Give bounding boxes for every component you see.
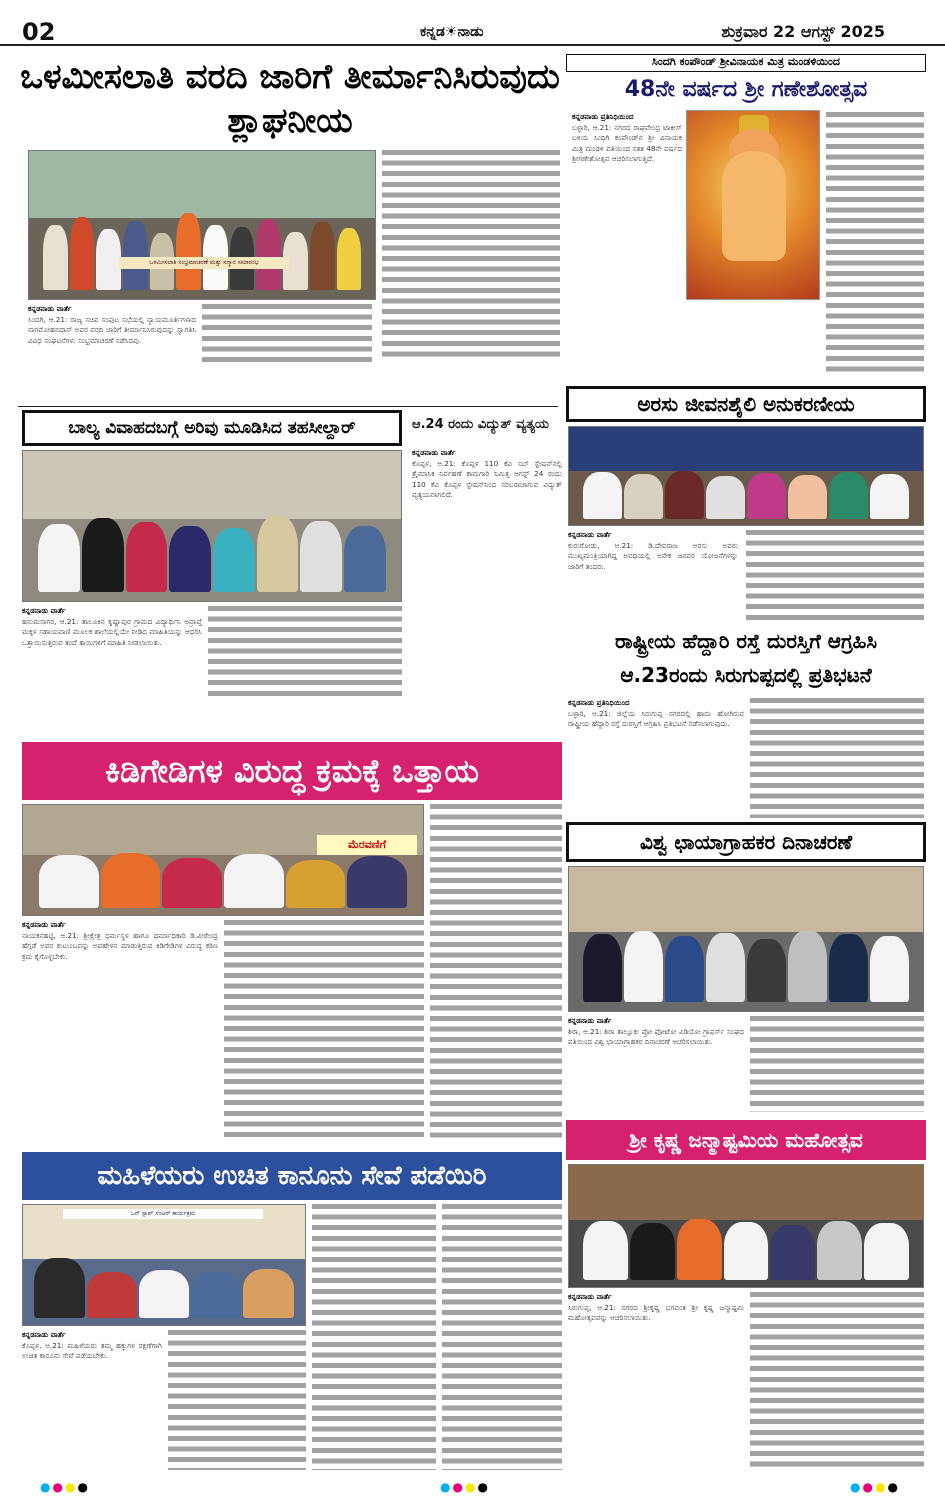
ganesha-text-col-3 xyxy=(826,112,924,372)
main-banner: ಒಳಮೀಸಲಾತಿ ಸಂಭ್ರಮಾಚರಣೆ ಮತ್ತು ಸನ್ಮಾನ ಸಮಾರಂಭ xyxy=(119,257,289,269)
divider xyxy=(18,406,558,407)
ganesha-headline: 48ನೇ ವರ್ಷದ ಶ್ರೀ ಗಣೇಶೋತ್ಸವ xyxy=(624,77,868,102)
registration-dots-right: ●●●● xyxy=(850,1480,900,1494)
registration-dots-left: ●●●● xyxy=(40,1480,90,1494)
main-text-col-2 xyxy=(202,304,372,364)
women-legal-text-col-2 xyxy=(168,1330,306,1470)
highway-lead-text: ಬಳ್ಳಾರಿ, ಆ.21: ಜಿಲ್ಲೆಯ ಸಿರುಗುಪ್ಪ ನಗರದಲ್ಲಿ ಹಾದು ಹೋಗಿರುವ ರಾಷ್ಟ್ರೀಯ ಹೆದ್ದಾರಿ ರಸ್ತೆ ದುರಸ್ತಿಗೆ ಆಗ್ರಹಿಸಿ ಪ್ರತಿಭಟನೆ ನಡೆಸಲಾಗುವುದು. xyxy=(568,708,744,729)
women-legal-photo xyxy=(22,1204,306,1326)
govt-lifestyle-photo xyxy=(568,426,924,526)
highway-headline: ರಾಷ್ಟ್ರೀಯ ಹೆದ್ದಾರಿ ರಸ್ತೆ ದುರಸ್ತಿಗೆ ಆಗ್ರಹಿಸಿ ಆ.23ರಂದು ಸಿರುಗುಪ್ಪದಲ್ಲಿ ಪ್ರತಿಭಟನೆ xyxy=(614,629,878,687)
ganesha-kicker: ಸಿಂದಗಿ ಕಂಪೌಂಡ್ ಶ್ರೀವಿನಾಯಕ ಮಿತ್ರ ಮಂಡಳಿಯಿಂದ xyxy=(566,54,926,72)
atrocities-banner: ಮೆರವಣಿಗೆ xyxy=(317,835,417,855)
women-legal-text-col-3 xyxy=(312,1204,436,1470)
main-byline: ಕನ್ನಡನಾಡು ವಾರ್ತೆ xyxy=(28,304,72,313)
krishna-headline: ಶ್ರೀ ಕೃಷ್ಣ ಜನ್ಮಾಷ್ಟಮಿಯ ಮಹೋತ್ಸವ xyxy=(566,1120,926,1160)
power-cut-lead xyxy=(412,448,562,698)
ganesha-byline: ಕನ್ನಡನಾಡು ಪ್ರತಿನಿಧಿಯಿಂದ xyxy=(572,112,634,121)
govt-lifestyle-byline: ಕನ್ನಡನಾಡು ವಾರ್ತೆ xyxy=(568,530,612,539)
power-cut-lead-text: ಕೊಪ್ಪಳ, ಆ.21: ಕೊಪ್ಪಳ 110 ಕೆವಿ ಸಬ್ ಸ್ಟೇಷನ್‌ನಲ್ಲಿ ತ್ರೈಮಾಸಿಕ ನಿರ್ವಹಣೆ ಕಾಮಗಾರಿ ನಿಮಿತ್ತ ಆಗಸ್ಟ್ 24 ರಂದು 110 ಕೆವಿ ಕೊಪ್ಪಳ ಸ್ಟೇಷನ್‌ನಿಂದ ಸರಬರಾಜಾಗುವ ವಿದ್ಯುತ್ ವ್ಯತ್ಯಯವಾಗಲಿದೆ. xyxy=(412,458,562,500)
krishna-photo xyxy=(568,1164,924,1288)
atrocities-lead-text: ನಾಯಕನಹಟ್ಟಿ, ಆ.21: ಶ್ರೀಕ್ಷೇತ್ರ ಧರ್ಮಸ್ಥಳ ಹಾಗೂ ಧರ್ಮಾಧಿಕಾರಿ ಡಿ.ವೀರೇಂದ್ರ ಹೆಗ್ಗಡೆ ಅವರ ಕುಟುಂಬವನ್ನು ಅವಹೇಳನ ಮಾಡುತ್ತಿರುವ ಕಿಡಿಗೇಡಿಗಳ ವಿರುದ್ಧ ಕಠಿಣ ಕ್ರಮ ಕೈಗೊಳ್ಳಬೇಕು. xyxy=(22,930,218,961)
power-cut-headline: ಆ.24 ರಂದು ವಿದ್ಯುತ್ ವ್ಯತ್ಯಯ xyxy=(412,417,549,432)
highway-text-col-2 xyxy=(750,698,924,818)
child-marriage-lead-text: ಹನುಮಸಾಗರ, ಆ.21: ತಾಲೂಕಿನ ಕೃಷ್ಣಾಪುರ ಗ್ರಾಮದ ವಿದ್ಯಾರ್ಥಿನಿ ಅಪ್ರಾಪ್ತೆ ಮಕ್ಕಳ ಸಹಾಯವಾಣಿ ಮೂಲಕ ಶಾಲೆಯಲ್ಲಿಯೇ ನೀಡಿದ ಮಾಹಿತಿಯನ್ನು ಆಧರಿಸಿ ಒತ್ತಾಯಿಸುತ್ತಿರುವ ತಂದೆ ತಾಯಿಗಳಿಗೆ ಮಾಹಿತಿ ನೀಡಲಾಯಿತು. xyxy=(22,616,202,647)
krishna-text-col-2 xyxy=(750,1292,924,1470)
child-marriage-text-col-2 xyxy=(208,606,402,698)
women-legal-lead-text: ಕೊಪ್ಪಳ, ಆ.21: ಮಹಿಳೆಯರು ತಮ್ಮ ಹಕ್ಕುಗಳ ರಕ್ಷಣೆಗಾಗಿ ಉಚಿತ ಕಾನೂನು ಸೇವೆ ಪಡೆಯಬೇಕು. xyxy=(22,1340,162,1361)
krishna-byline: ಕನ್ನಡನಾಡು ವಾರ್ತೆ xyxy=(568,1292,612,1301)
registration-dots-center: ●●●● xyxy=(440,1480,490,1494)
atrocities-text-col-3 xyxy=(430,804,562,1140)
photographers-lead-text: ಶಿರಾ, ಆ.21: ಶಿರಾ ತಾಲ್ಲೂಕು ಪ್ರೋ ಫೋಟೋ ವಿಡಿಯೋ ಗ್ರಾಫರ್ಸ್ ಸಂಘದ ವತಿಯಿಂದ ವಿಶ್ವ ಛಾಯಾಗ್ರಾಹಕರ ದಿನಾಚರಣೆ ಆಚರಿಸಲಾಯಿತು. xyxy=(568,1026,744,1047)
krishna-lead xyxy=(568,1292,744,1470)
main-story-lead xyxy=(28,304,196,364)
krishna-lead-text: ಸಿರುಗುಪ್ಪ, ಆ.21: ನಗರದ ಶ್ರೀಕೃಷ್ಣ ಭಗವಂತ ಶ್ರೀ ಕೃಷ್ಣ ಜನ್ಮಾಷ್ಟಮಿ ಮಹೋತ್ಸವವನ್ನು ಆಚರಿಸಲಾಯಿತು. xyxy=(568,1302,744,1323)
women-legal-lead xyxy=(22,1330,162,1470)
atrocities-byline: ಕನ್ನಡನಾಡು ವಾರ್ತೆ xyxy=(22,920,66,929)
ganesha-image xyxy=(686,110,820,300)
main-text-col-3 xyxy=(382,150,560,362)
highway-lead xyxy=(568,698,744,818)
main-photo xyxy=(28,150,376,300)
issue-date: ಶುಕ್ರವಾರ 22 ಆಗಸ್ಟ್ 2025 xyxy=(721,22,885,41)
power-cut-byline: ಕನ್ನಡನಾಡು ವಾರ್ತೆ xyxy=(412,448,456,457)
women-legal-headline: ಮಹಿಳೆಯರು ಉಚಿತ ಕಾನೂನು ಸೇವೆ ಪಡೆಯಿರಿ xyxy=(22,1152,562,1200)
women-legal-banner: ಒನ್ ಸ್ಟಾಪ್ ಸೆಂಟರ್ ಕಾರ್ಯಕ್ರಮ xyxy=(63,1209,263,1219)
child-marriage-byline: ಕನ್ನಡನಾಡು ವಾರ್ತೆ xyxy=(22,606,66,615)
photographers-byline: ಕನ್ನಡನಾಡು ವಾರ್ತೆ xyxy=(568,1016,612,1025)
atrocities-text-col-2 xyxy=(224,920,424,1140)
atrocities-lead xyxy=(22,920,218,1140)
photographers-photo xyxy=(568,866,924,1012)
govt-lifestyle-lead-text: ಕುರುಗೋಡು, ಆ.21: ಡಿ.ದೇವರಾಜ ಅರಸು ಅವರು ಮುಖ್ಯಮಂತ್ರಿಯಾಗಿದ್ದ ಅವಧಿಯಲ್ಲಿ ಅನೇಕ ಜನಪರ ಯೋಜನೆಗಳನ್ನು ಜಾರಿಗೆ ತಂದರು. xyxy=(568,540,738,571)
ganesha-lead-text: ಬಳ್ಳಾರಿ, ಆ.21: ನಗರದ ರಾಘವೇಂದ್ರ ಟಾಕೀಸ್ ಬಳಿಯ ಸಿಂಧಿಗಿ ಕಂಪೌಂಡ್‌ನ ಶ್ರೀ ವಿನಾಯಕ ಮಿತ್ರ ಮಂಡಳಿ ವತಿಯಿಂದ ಸತತ 48ನೇ ವರ್ಷದ ಶ್ರೀಗಣೇಶೋತ್ಸವ ಆಚರಿಸಲಾಗುತ್ತಿದೆ. xyxy=(572,122,682,164)
photographers-headline: ವಿಶ್ವ ಛಾಯಾಗ್ರಾಹಕರ ದಿನಾಚರಣೆ xyxy=(566,822,926,862)
atrocities-headline: ಕಿಡಿಗೇಡಿಗಳ ವಿರುದ್ಧ ಕ್ರಮಕ್ಕೆ ಒತ್ತಾಯ xyxy=(22,742,562,800)
govt-lifestyle-text-col-2 xyxy=(746,530,924,620)
main-headline: ಒಳಮೀಸಲಾತಿ ವರದಿ ಜಾರಿಗೆ ತೀರ್ಮಾನಿಸಿರುವುದು ಶ್ಲಾಘನೀಯ xyxy=(20,57,560,141)
atrocities-photo xyxy=(22,804,424,916)
child-marriage-photo xyxy=(22,450,402,602)
women-legal-byline: ಕನ್ನಡನಾಡು ವಾರ್ತೆ xyxy=(22,1330,66,1339)
govt-lifestyle-lead xyxy=(568,530,738,620)
photographers-lead xyxy=(568,1016,744,1112)
paper-name: ಕನ್ನಡ☀ನಾಡು xyxy=(420,24,484,40)
highway-byline: ಕನ್ನಡನಾಡು ಪ್ರತಿನಿಧಿಯಿಂದ xyxy=(568,698,630,707)
photographers-text-col-2 xyxy=(750,1016,924,1112)
masthead xyxy=(0,0,945,46)
child-marriage-lead xyxy=(22,606,202,698)
main-lead: ಸಿಂದಗಿ, ಆ.21: ರಾಜ್ಯ ಸಚಿವ ಸಂಪುಟ ಸಭೆಯಲ್ಲಿ ನ್ಯಾಯಮೂರ್ತಿಗಳಾದ ನಾಗಮೋಹನದಾಸ್ ಅವರ ವರದಿ ಜಾರಿಗೆ ತೀರ್ಮಾನಿಸಿರುವುದನ್ನು ಸ್ವಾಗತಿಸಿ ವಿವಿಧ ಸಂಘಟನೆಗಳು ಸಂಭ್ರಮಾಚರಣೆ ನಡೆಸಿದವು. xyxy=(28,314,196,345)
women-legal-text-col-4 xyxy=(442,1204,562,1470)
page-number: 02 xyxy=(22,18,56,46)
govt-lifestyle-headline: ಅರಸು ಜೀವನಶೈಲಿ ಅನುಕರಣೀಯ xyxy=(566,386,926,422)
ganesha-lead xyxy=(572,112,682,372)
child-marriage-headline: ಬಾಲ್ಯ ವಿವಾಹದಬಗ್ಗೆ ಅರಿವು ಮೂಡಿಸಿದ ತಹಸೀಲ್ದಾರ್ xyxy=(22,410,402,446)
